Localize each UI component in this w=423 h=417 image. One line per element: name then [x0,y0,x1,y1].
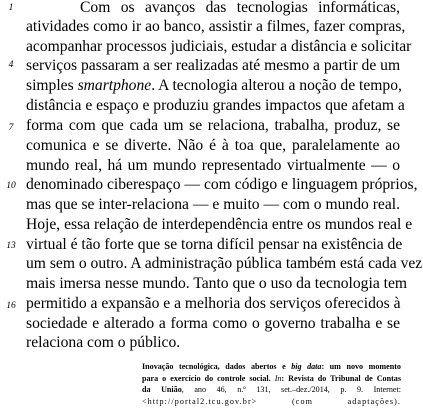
line-number: 10 [6,181,16,191]
citation-url: <http://portal2.tcu.gov.br> (com adaptações). [142,396,401,406]
line-number: 4 [8,60,14,70]
paragraph-line: Hoje, essa relação de interdependência entre os mundos real e [26,216,413,233]
paragraph-line: relaciona com o público. [26,334,181,351]
paragraph-line: Com os avanços das tecnologias informáticas, [80,0,400,16]
paragraph-line: virtual é tão forte que se torna difícil pensar na existência de [26,236,403,253]
paragraph-line: mundo real, há um mundo representado virtualmente — o [26,157,400,174]
paragraph-line: serviços passaram a ser realizadas até mesmo a partir de um [26,57,401,74]
line-number: 16 [6,301,16,311]
citation-journal: : Revista do Tribunal de Contas [281,373,401,383]
citation-line [142,373,401,385]
citation-italic-term: big data [291,362,322,371]
citation-in-label: In [274,373,282,383]
citation-title: para o exercício do controle social. [142,373,275,383]
citation-details: , ano 46, n.º 131, set.–dez./2014, p. 9. Internet: [181,385,401,395]
paragraph-line: acompanhar processos judiciais, estudar a distância e solicitar [26,38,412,55]
paragraph-line: distância e espaço e produziu grandes impactos que afetam a [26,97,405,114]
paragraph-line: mas que se inter-relaciona — e muito — com o mundo real. [26,196,400,213]
line-text: . A tecnologia alterou a noção de tempo, [151,77,402,94]
paragraph-line: sociedade e alterado a forma como o governo trabalha e se [26,315,400,332]
citation-title: : um novo momento [321,362,401,371]
source-citation [142,361,401,407]
line-number: 7 [8,123,14,133]
line-text: simples [26,77,78,94]
citation-journal: da União [142,385,182,395]
paragraph-line: atividades como ir ao banco, assistir a filmes, fazer compras, [26,18,406,35]
italic-term: smartphone [77,77,152,94]
line-number: 1 [8,3,14,13]
paragraph-line: forma com que cada um se relaciona, trabalha, produz, se [26,117,400,134]
paragraph-line: comunica e se diverte. Não é à toa que, paralelamente ao [26,137,400,154]
paragraph-line: mais imersa nesse mundo. Tanto que o uso da tecnologia tem [26,275,408,292]
citation-line [142,361,401,373]
paragraph-line: permitido a expansão e a melhoria dos serviços oferecidos à [26,295,401,312]
paragraph-line: denominado ciberespaço — com código e linguagem próprios, [26,176,418,193]
paragraph-line [26,76,400,96]
citation-line [142,384,401,396]
line-number: 13 [6,241,16,251]
paragraph-line: um sem o outro. A administração pública também está cada vez [26,255,423,272]
citation-title: Inovação tecnológica, dados abertos e [142,362,292,371]
